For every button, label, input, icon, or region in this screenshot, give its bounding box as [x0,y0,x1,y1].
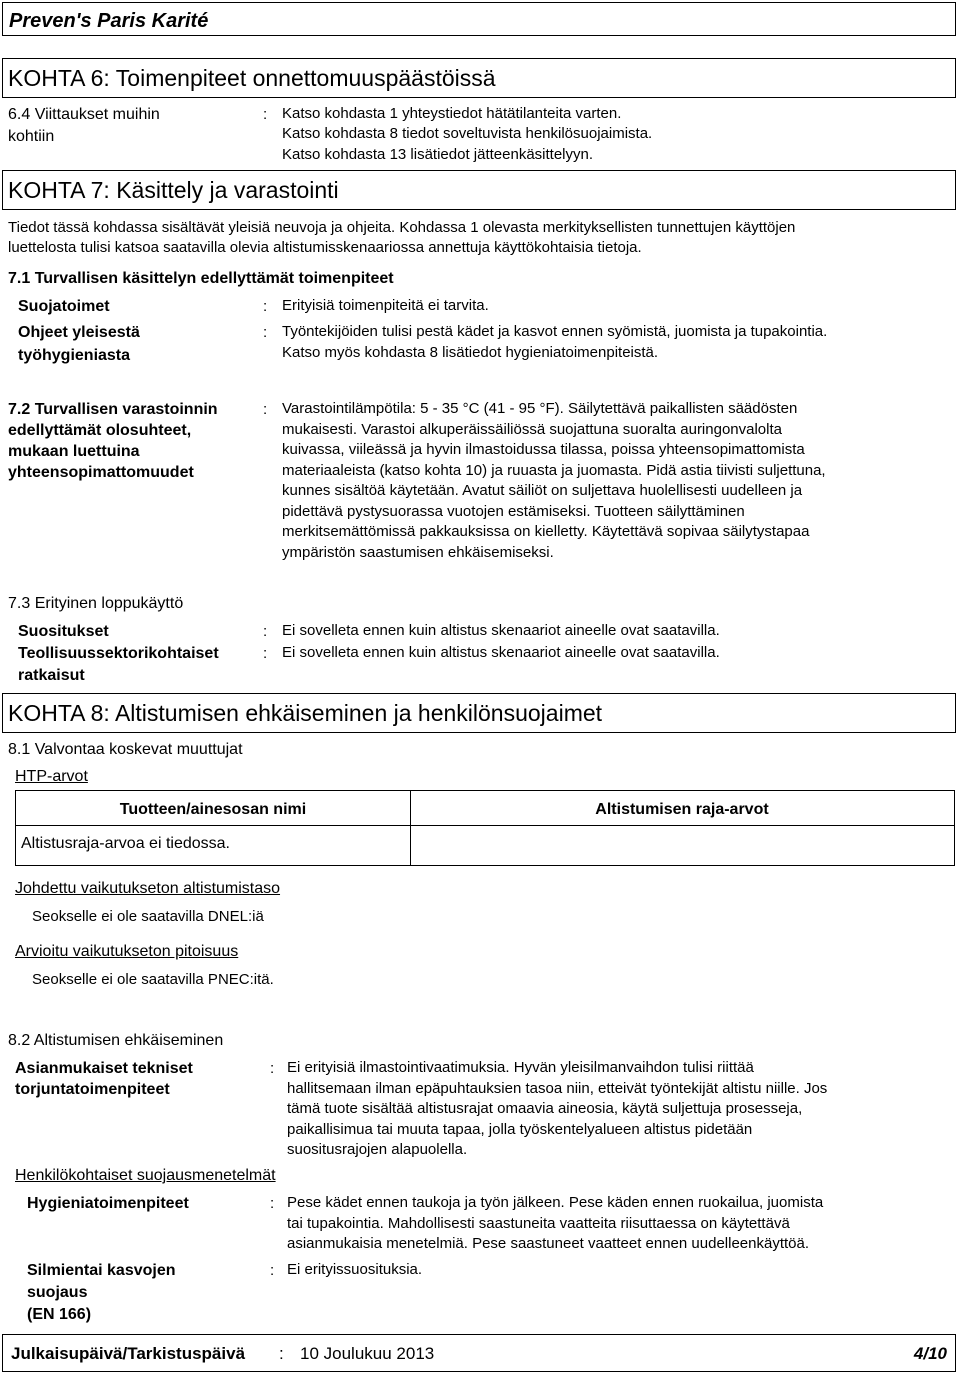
eye-protection-label-line-3: (EN 166) [27,1306,92,1323]
tekniset-line-5: suositusrajojen alapuolella. [287,1141,468,1158]
ohjeet-line-1: Työntekijöiden tulisi pestä kädet ja kasvot ennen syömistä, juomista ja tupakointia. [282,323,828,340]
s72-line-2: mukaisesti. Varastoi alkuperäissäiliössä suojattuna suoralta auringonvalolta [282,420,782,438]
s72-line-8: ympäristön saastumisen ehkäisemiseksi. [282,543,554,561]
refs-line-3: Katso kohdasta 13 lisätiedot jätteenkäsittelyyn. [282,146,594,163]
refs-line-2: Katso kohdasta 8 tiedot soveltuvista henkilösuojaimista. [282,125,653,142]
subsection-7-1-title: 7.1 Turvallisen käsittelyn edellyttämät toimenpiteet [8,270,394,287]
table-header-limits: Altistumisen raja-arvot [595,801,769,818]
eye-protection-value: Ei erityissuosituksia. [287,1261,423,1278]
suositukset-colon: : [263,623,268,640]
s72-label-line-3: mukaan luettuina [8,443,140,460]
subsection-8-2-title: 8.2 Altistumisen ehkäiseminen [8,1032,224,1049]
ohjeet-label-line-2: työhygieniasta [18,347,131,364]
refs-line-1: Katso kohdasta 1 yhteystiedot hätätilanteita varten. [282,105,622,122]
pnec-title: Arvioitu vaikutukseton pitoisuus [15,943,239,960]
refs-colon: : [263,106,268,123]
tekniset-line-3: tämä tuote sisältää altistusrajat omaavia aineosia, käytä suljettuja prosesseja, [287,1100,803,1117]
suojatoimet-colon: : [263,298,268,315]
suojatoimet-label: Suojatoimet [18,298,110,315]
hygiene-line-3: asianmukaisia menetelmiä. Pese saastuneet vaatteet ennen uudelleenkäyttöä. [287,1235,810,1252]
table-row-divider [16,825,954,826]
table-header-name: Tuotteen/ainesosan nimi [119,801,307,818]
dnel-title: Johdettu vaikutukseton altistumistaso [15,880,281,897]
s72-line-4: materiaaleista (katso kohta 10) ja ruuasta ja juomasta. Pidä astia tiivisti suljettuna, [282,461,826,479]
section-7-intro-line-2: luettelosta tulisi katsoa saatavilla olevia altistumisskenaariossa annettuja käyttökohtaisia tietoja. [8,239,642,256]
hygiene-label: Hygieniatoimenpiteet [27,1195,189,1212]
s72-line-1: Varastointilämpötila: 5 - 35 °C (41 - 95 °F). Säilytettävä paikallisten säädösten [282,400,798,417]
ohjeet-line-2: Katso myös kohdasta 8 lisätiedot hygieniatoimenpiteistä. [282,344,659,361]
document-footer [2,1334,956,1372]
refs-label-line-2: kohtiin [8,128,55,145]
tekniset-label-line-1: Asianmukaiset tekniset [15,1060,193,1077]
hygiene-line-2: tai tupakointia. Mahdollisesti saastuneita vaatteita riisuttaessa on käytettävä [287,1214,790,1232]
ohjeet-label-line-1: Ohjeet yleisestä [18,324,140,341]
s72-label-line-1: 7.2 Turvallisen varastoinnin [8,401,218,418]
section-6-title: KOHTA 6: Toimenpiteet onnettomuuspäästöissä [8,65,496,91]
tekniset-line-4: paikallisimua tai muuta tapaa, jolla työskentelyalueen altistus pidetään [287,1120,753,1138]
hygiene-line-1: Pese kädet ennen taukoja ja työn jälkeen. Pese käden ennen ruokailua, juomista [287,1194,824,1211]
footer-date-label: Julkaisupäivä/Tarkistuspäivä [11,1344,246,1363]
dnel-text: Seokselle ei ole saatavilla DNEL:iä [32,908,264,925]
subsection-7-3-title: 7.3 Erityinen loppukäyttö [8,595,184,612]
eye-protection-label-line-1: Silmientai kasvojen [27,1262,176,1279]
s72-label-line-4: yhteensopimattomuudet [8,464,194,481]
teollisuus-label-line-1: Teollisuussektorikohtaiset [18,645,219,662]
teollisuus-colon: : [263,645,268,662]
exposure-limits-table [15,790,955,866]
pnec-text: Seokselle ei ole saatavilla PNEC:itä. [32,971,274,988]
section-7-title: KOHTA 7: Käsittely ja varastointi [8,177,339,203]
tekniset-line-2: hallitsemaan ilman epäpuhtauksien tasoa niin, etteivät työntekijät altistu niille. Jos [287,1079,828,1097]
table-row-value: Altistusraja-arvoa ei tiedossa. [21,835,230,852]
s72-line-7: merkitsemättömissä pakkauksissa on kielletty. Käytettävä sopivaa säilytystapaa [282,523,810,540]
htp-title: HTP-arvot [15,768,88,785]
product-name: Preven's Paris Karité [9,10,209,32]
tekniset-label-line-2: torjuntatoimenpiteet [15,1081,170,1098]
ohjeet-colon: : [263,324,268,341]
personal-protection-title: Henkilökohtaiset suojausmenetelmät [15,1167,276,1184]
s72-colon: : [263,401,268,418]
suositukset-label: Suositukset [18,623,109,640]
s72-line-5: kunnes sisältöä käytetään. Avatut säiliöt on suljettava huolellisesti uudelleen ja [282,482,803,499]
document-header [2,2,956,36]
s72-line-3: kuivassa, viileässä ja hyvin ilmastoidussa tilassa, poissa yhteensopimattomista [282,441,805,458]
suojatoimet-value: Erityisiä toimenpiteitä ei tarvita. [282,297,489,314]
hygiene-colon: : [270,1195,275,1212]
suositukset-value: Ei sovelleta ennen kuin altistus skenaariot aineelle ovat saatavilla. [282,622,720,639]
s72-line-6: pidettävä pystysuorassa vuotojen estämiseksi. Tuotteen säilyttäminen [282,502,745,520]
s72-label-line-2: edellyttämät olosuhteet, [8,422,192,439]
eye-protection-colon: : [270,1262,275,1279]
section-8-title: KOHTA 8: Altistumisen ehkäiseminen ja henkilönsuojaimet [8,700,603,726]
tekniset-colon: : [270,1060,275,1077]
teollisuus-label-line-2: ratkaisut [18,667,85,684]
section-7-intro-line-1: Tiedot tässä kohdassa sisältävät yleisiä neuvoja ja ohjeita. Kohdassa 1 olevasta merkityksellisten tunnettujen käyttöjen [8,219,796,236]
eye-protection-label-line-2: suojaus [27,1284,88,1301]
tekniset-line-1: Ei erityisiä ilmastointivaatimuksia. Hyvän yleisilmanvaihdon tulisi riittää [287,1059,754,1076]
page-number: 4/10 [913,1344,947,1363]
teollisuus-value: Ei sovelleta ennen kuin altistus skenaariot aineelle ovat saatavilla. [282,644,720,661]
footer-colon: : [279,1344,284,1363]
subsection-8-1-title: 8.1 Valvontaa koskevat muuttujat [8,741,243,758]
refs-label-line-1: 6.4 Viittaukset muihin [8,106,160,123]
footer-date: 10 Joulukuu 2013 [300,1344,435,1363]
